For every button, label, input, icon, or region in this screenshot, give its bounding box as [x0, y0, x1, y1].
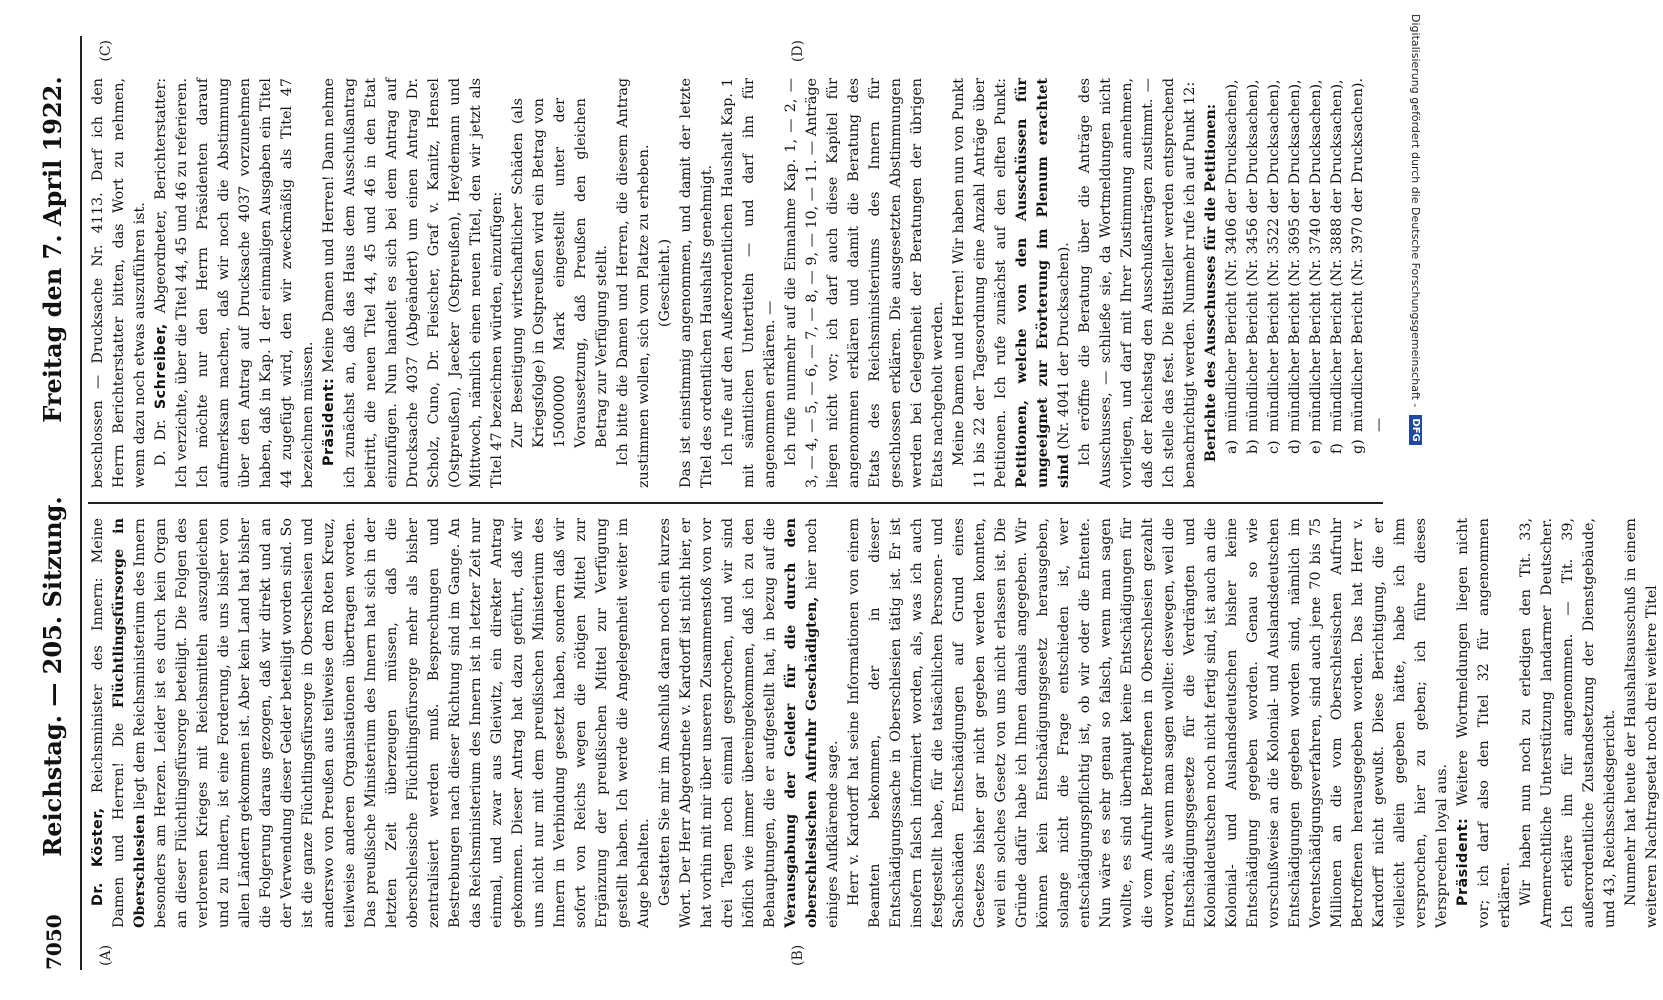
- margin-marker-b: (B): [790, 944, 806, 966]
- speaker-name: Dr. Köster,: [90, 807, 106, 906]
- quoted-motion: Zur Beseitigung wirtschaftlicher Schäden (als Kriegsfolge) in Ostpreußen wird ein Betrag von 15000000 Mark eingestellt unter der Voraussetzung, daß Preußen den gleichen Betrag zur Verfügung stellt.: [510, 98, 610, 448]
- speaker-name: Schreiber,: [153, 323, 169, 410]
- paragraph: Ich bitte die Damen und Herren, die diesem Antrag zustimmen wollen, sich vom Platze zu erheben.: [615, 78, 652, 488]
- paragraph: Dr. Köster, Reichsminister des Innern: Meine Damen und Herren! Die Flüchtlingsfürsorge in Oberschlesien liegt dem Reichsministerium des Innern besonders am Herzen. Leider ist es durch kein Organ an dieser Flüchtlingsfürsorge beteiligt. Die Folgen des verlorenen Krieges mit Reichsmitteln auszugleichen und zu lindern, ist eine Forderung, die uns bisher von allen Ländern gekommen ist. Aber kein Land hat bisher die Folgerung daraus gezogen, daß wir direkt und an der Verwendung dieser Gelder beteiligt worden sind. So ist die ganze Flüchtlingsfürsorge in Oberschlesien und anderswo von Preußen aus teilweise dem Roten Kreuz, teilweise anderen Organisationen übertragen worden. Das preußische Ministerium des Innern hat sich in der letzten Zeit überzeugen müssen, daß die oberschlesische Flüchtlingsfürsorge mehr als bisher zentralisiert werden muß. Besprechungen und Bestrebungen nach dieser Richtung sind im Gange. An das Reichsministerium des Innern ist in letzter Zeit nur einmal, und zwar aus Gleiwitz, ein direkter Antrag gekommen. Dieser Antrag hat dazu geführt, daß wir uns nicht nur mit dem preußischen Ministerium des Innern in Verbindung gesetzt haben, sondern daß wir sofort von Reichs wegen die nötigen Mittel zur Ergänzung der preußischen Mittel zur Verfügung gestellt haben. Ich werde die Angelegenheit weiter im Auge behalten.: [90, 517, 652, 928]
- speaker-role: Reichsminister des Innern:: [90, 577, 106, 794]
- list-item: d)mündlicher Bericht (Nr. 3695 der Drucksachen),: [1287, 79, 1303, 454]
- left-column: [88, 504, 1660, 970]
- section-heading: Berichte des Ausschusses für die Petitionen:: [1203, 103, 1219, 463]
- margin-marker-c: (C): [98, 40, 114, 62]
- paragraph: Ich rufe auf den Außerordentlichen Haushalt Kap. 1 mit sämtlichen Untertiteln — und darf ihn für angenommen erklären. —: [720, 78, 778, 488]
- header-left-title: Reichstag. — 205. Sitzung.: [38, 496, 67, 857]
- list-item: a)mündlicher Bericht (Nr. 3406 der Drucksachen),: [1224, 79, 1240, 454]
- paragraph: D. Dr. Schreiber, Abgeordneter, Berichterstatter: Ich verzichte, über die Titel 44, 45 und 46 zu referieren. Ich möchte nur den Herrn Präsidenten darauf aufmerksam machen, daß wir noch die Abstimmung über den Antrag auf Drucksache 4037 vorzunehmen haben, daß in Kap. 1 der einmaligen Ausgaben ein Titel 44 zugefügt wird, den wir zweckmäßig als Titel 47 bezeichnen müssen.: [153, 77, 316, 488]
- paragraph: beschlossen — Drucksache Nr. 4113. Darf ich den Herrn Berichterstatter bitten, das Wort zu nehmen, wenn dazu noch etwas auszuführen ist.: [90, 78, 148, 488]
- list-item: e)mündlicher Bericht (Nr. 3740 der Drucksachen),: [1308, 79, 1324, 454]
- paragraph: Herr v. Kardorff hat seine Informationen von einem Beamten bekommen, der in dieser Entschädigungssache in Oberschlesien tätig ist. Er ist insofern falsch informiert worden, als, was ich auch festgestellt habe, für die tatsächlichen Personen- und Sachschäden Entschädigungen auf Grund eines Gesetzes bisher gar nicht gegeben werden konnten, weil ein solches Gesetz von uns nicht erlassen ist. Die Gründe dafür habe ich Ihnen damals angegeben. Wir können kein Entschädigungsgesetz herausgeben, solange nicht die Frage entschieden ist, wer entschädigungspflichtig ist, ob wir oder die Entente. Nun wäre es sehr genau so falsch, wenn man sagen wollte, es sind überhaupt keine Entschädigungen für die vom Aufruhr Betroffenen in Oberschlesien gezahlt worden, als wenn man sagen wollte: deswegen, weil die Entschädigungsgesetze für die Verdrängten und Kolonialdeutschen noch nicht fertig sind, ist auch an die Kolonial- und Auslandsdeutschen bisher keine Entschädigung gegeben worden. Genau so wie vorschußweise an die Kolonial- und Auslandsdeutschen Entschädigungen gegeben worden sind, nämlich im Vorentschädigungsverfahren, sind auch jene 70 bis 75 Millionen an die vom Oberschlesischen Aufruhr Betroffenen herausgegeben worden. Das hat Herr v. Kardorff nicht gewußt. Diese Berichtigung, die er vielleicht allein gegeben hätte, habe ich ihm versprochen, hier zu geben; ich führe dieses Versprechen loyal aus.: [846, 518, 1450, 928]
- speaker-role: Abgeordneter, Berichterstatter:: [153, 77, 169, 314]
- list-item: b)mündlicher Bericht (Nr. 3456 der Drucksachen),: [1245, 79, 1261, 454]
- paragraph: Wir haben nun noch zu erledigen den Tit. 33, Armenrechtliche Unterstützung landarmer Deutscher. Ich erkläre ihn für angenommen. — Tit. 39, außerordentliche Zustandsetzung der Dienstgebäude, und 43, Reichsschiedsgericht.: [1518, 518, 1618, 928]
- speaker-name: Präsident:: [321, 377, 337, 466]
- header-right-date: Freitag den 7. April 1922.: [38, 76, 67, 423]
- dfg-logo: DFG: [1410, 415, 1423, 444]
- report-list: [1222, 78, 1390, 488]
- margin-marker-a: (A): [98, 944, 114, 966]
- paragraph: Ich eröffne die Beratung über die Anträge des Ausschusses, — schließe sie, da Wortmeldungen nicht vorliegen, und darf mit Ihrer Zustimmung annehmen, daß der Reichstag den Ausschußanträgen zustimmt. — Ich stelle das fest. Die Bittsteller werden entsprechend benachrichtigt werden. Nunmehr rufe ich auf Punkt 12:: [1077, 78, 1198, 488]
- paragraph: Präsident: Weitere Wortmeldungen liegen nicht vor; ich darf also den Titel 32 für angenommen erklären.: [1455, 518, 1513, 928]
- parenthetical: (Geschieht.): [657, 238, 673, 328]
- margin-marker-d: (D): [790, 40, 806, 63]
- paragraph: Präsident: Meine Damen und Herren! Dann nehme ich zunächst an, daß das Haus dem Ausschußantrag beitritt, die neuen Titel 44, 45 und 46 in den Etat einzufügen. Nun handelt es sich bei dem Antrag auf Drucksache 4037 (Abgeändert) um einen Antrag Dr. Scholz, Cuno, Dr. Fleischer, Graf v. Kanitz, Hensel (Ostpreußen), Jaecker (Ostpreußen), Heydemann und Mittwoch, nämlich einen neuen Titel, den wir jetzt als Titel 47 bezeichnen würden, einzufügen:: [321, 78, 505, 488]
- credit-text: Digitalisierung gefördert durch die Deutsche Forschungsgemeinschaft -: [1409, 14, 1423, 408]
- digitization-credit: [1407, 14, 1425, 974]
- list-item: g)mündlicher Bericht (Nr. 3970 der Drucksachen). —: [1350, 78, 1387, 454]
- right-column: [88, 36, 1387, 502]
- paragraph: Meine Damen und Herren! Wir haben nun von Punkt 11 bis 22 der Tagesordnung eine Anzahl Anträge über Petitionen. Ich rufe zunächst auf den elften Punkt: Petitionen, welche von den Ausschüssen für ungeeignet zur Erörterung im Plenum erachtet sind (Nr. 4041 der Drucksachen).: [951, 78, 1072, 488]
- paragraph: Gestatten Sie mir im Anschluß daran noch ein kurzes Wort. Der Herr Abgeordnete v. Kardorff ist nicht hier, er hat vorhin mit mir über unseren Zusammenstoß von vor drei Tagen noch einmal gesprochen, und wir sind höflich wie immer übereingekommen, daß ich zu den Behauptungen, die er aufgestellt hat, in bezug auf die Verausgabung der Gelder für die durch den oberschlesischen Aufruhr Geschädigten, hier noch einiges Aufklärende sage.: [657, 518, 841, 928]
- list-item: c)mündlicher Bericht (Nr. 3522 der Drucksachen),: [1266, 79, 1282, 454]
- speaker-name: Präsident:: [1455, 817, 1471, 906]
- paragraph: Nunmehr hat heute der Haushaltsausschuß in einem weiteren Nachtragsetat noch drei weitere Titel: [1623, 518, 1660, 928]
- paragraph: Ich rufe nunmehr auf die Einnahme Kap. 1, — 2, — 3, — 4, — 5, — 6, — 7, — 8, — 9, — 10, — 11. — Anträge liegen nicht vor; ich darf auch diese Kapitel für angenommen erklären und damit die Beratung des Etats des Reichsministeriums des Innern für geschlossen erklären. Die ausgesetzten Abstimmungen werden bei Gelegenheit der Beratungen der übrigen Etats nachgeholt werden.: [783, 78, 946, 488]
- running-header: [38, 36, 82, 970]
- paragraph: Das ist einstimmig angenommen, und damit der letzte Titel des ordentlichen Haushalts genehmigt.: [678, 78, 715, 488]
- list-item: f)mündlicher Bericht (Nr. 3888 der Drucksachen),: [1329, 79, 1345, 454]
- page-number: 7050: [42, 914, 66, 970]
